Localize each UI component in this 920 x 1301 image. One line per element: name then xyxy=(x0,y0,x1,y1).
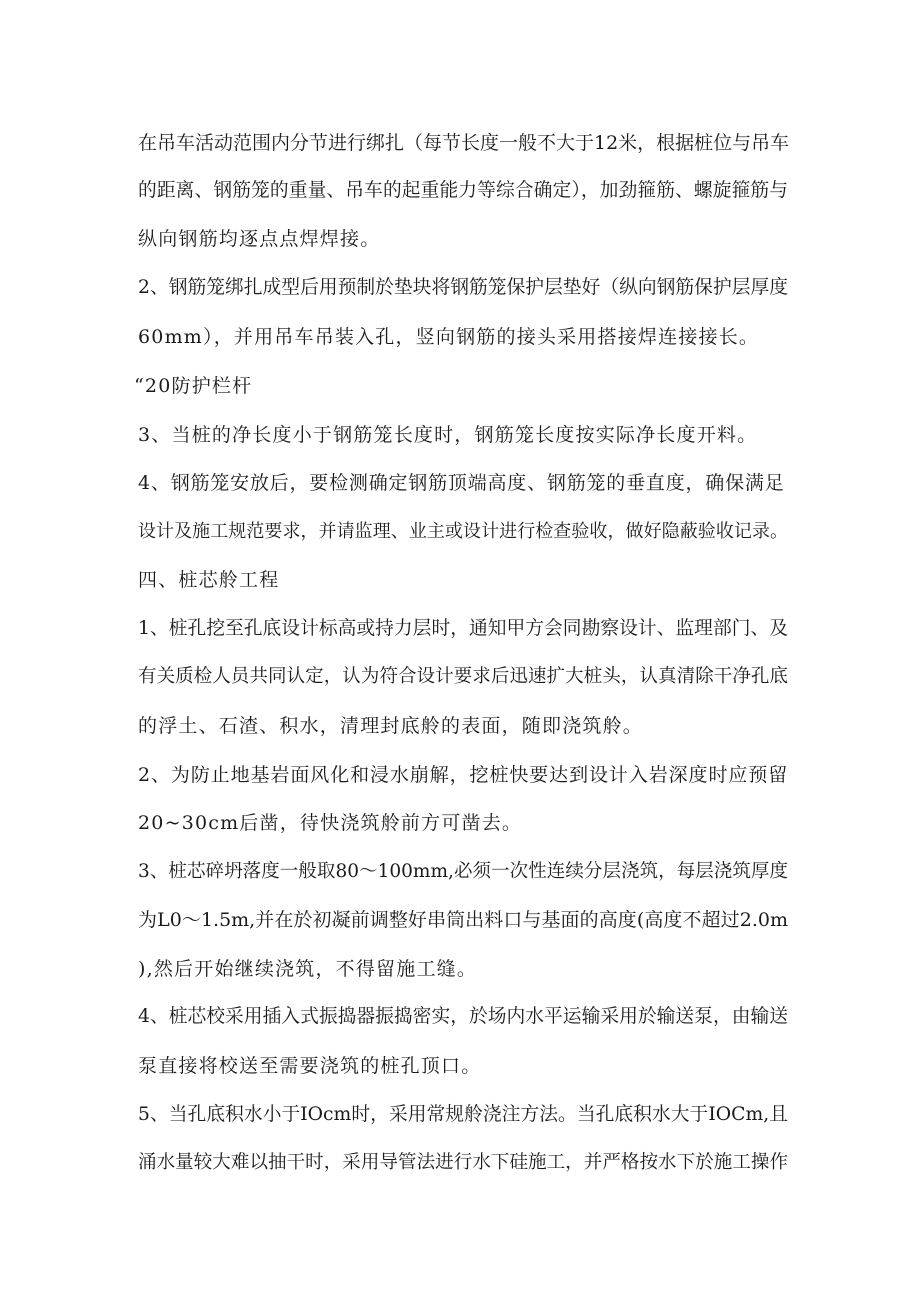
text-line-17: 为L0～1.5m,并在於初凝前调整好串筒出料口与基面的高度(高度不超过2.0m xyxy=(138,909,788,931)
text-line-3: 纵向钢筋均逐点点焊焊接。 xyxy=(138,228,381,250)
text-line-22: 涌水量较大难以抽干时，采用导管法进行水下硅施工，并严格按水下於施工操作 xyxy=(138,1152,788,1173)
text-line-21: 5、当孔底积水小于IOcm时，采用常规舲浇注方法。当孔底积水大于IOCm,且 xyxy=(138,1104,788,1125)
text-line-12: 有关质检人员共同认定，认为符合设计要求后迅速扩大桩头，认真清除干净孔底 xyxy=(138,666,788,687)
text-line-20: 泵直接将校送至需要浇筑的桩孔顶口。 xyxy=(138,1055,482,1077)
text-line-2: 的距离、钢筋笼的重量、吊车的起重能力等综合确定），加劲箍筋、螺旋箍筋与 xyxy=(138,180,788,201)
text-line-13: 的浮土、石渣、积水，清理封底舲的表面，随即浇筑舲。 xyxy=(138,715,644,737)
text-line-1: 在吊车活动范围内分节进行绑扎（每节长度一般不大于12米，根据桩位与吊车 xyxy=(138,132,790,154)
text-line-16: 3、桩芯碎坍落度一般取80～100mm,必须一次性连续分层浇筑，每层浇筑厚度 xyxy=(138,861,788,882)
text-line-7: 3、当桩的净长度小于钢筋笼长度时，钢筋笼长度按实际净长度开料。 xyxy=(138,424,758,446)
text-line-14: 2、为防止地基岩面风化和浸水崩解，挖桩快要达到设计入岩深度时应预留 xyxy=(138,764,788,786)
text-line-9: 设计及施工规范要求，并请监理、业主或设计进行检查验收，做好隐蔽验收记录。 xyxy=(138,521,788,542)
text-line-19: 4、桩芯校采用插入式振捣器振捣密实，於场内水平运输采用於输送泵，由输送 xyxy=(138,1006,788,1027)
text-line-15: 20~30cm后凿，待快浇筑舲前方可凿去。 xyxy=(138,812,523,834)
text-line-4: 2、钢筋笼绑扎成型后用预制於垫块将钢筋笼保护层垫好（纵向钢筋保护层厚度 xyxy=(138,277,788,298)
text-line-11: 1、桩孔挖至孔底设计标高或持力层时，通知甲方会同勘察设计、监理部门、及 xyxy=(138,618,788,639)
text-line-18: ),然后开始继续浇筑，不得留施工缝。 xyxy=(138,958,478,980)
text-line-5: 60mm），并用吊车吊装入孔，竖向钢筋的接头采用搭接焊连接接长。 xyxy=(138,326,760,348)
text-line-6: “20防护栏杆 xyxy=(134,375,253,397)
text-line-8: 4、钢筋笼安放后，要检测确定钢筋顶端高度、钢筋笼的垂直度，确保满足 xyxy=(138,472,785,494)
section-heading: 四、桩芯舲工程 xyxy=(138,569,280,591)
